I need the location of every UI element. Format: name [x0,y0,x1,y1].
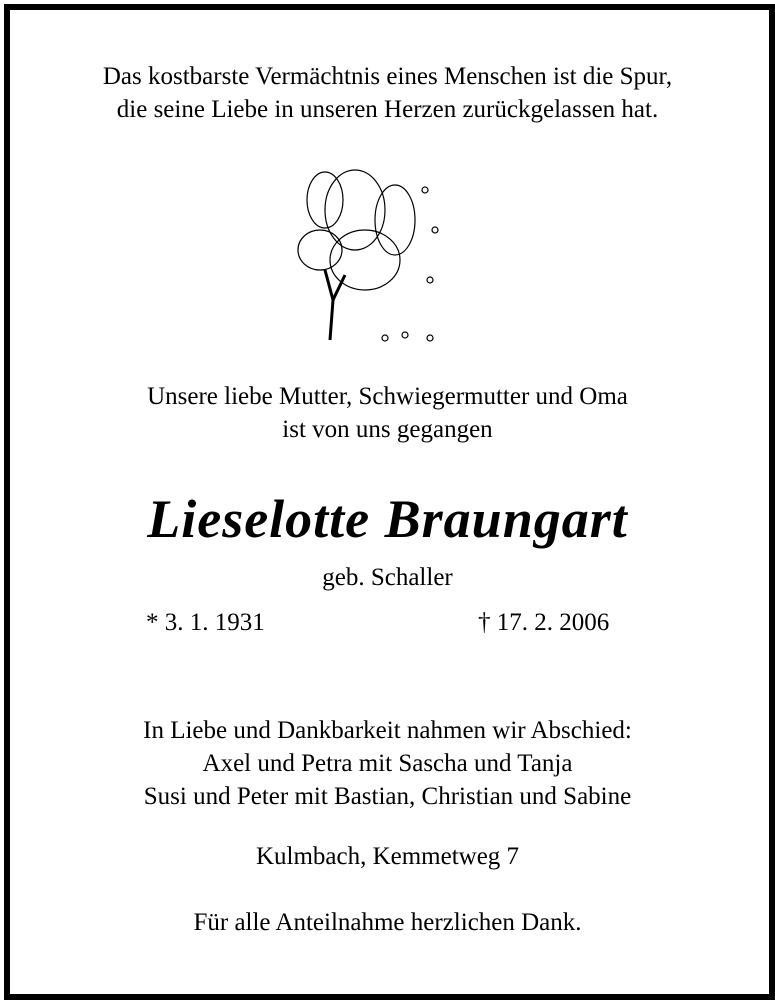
address: Kulmbach, Kemmetweg 7 [255,843,520,870]
mourners-line-1: In Liebe und Dankbarkeit nahmen wir Abschied: [143,717,632,744]
quote-line-2: die seine Liebe in unseren Herzen zurückgelassen hat. [116,96,659,123]
mourners-line-2: Axel und Petra mit Sascha und Tanja [202,750,573,777]
birth-date: * 3. 1. 1931 [146,609,265,636]
quote-line-1: Das kostbarste Vermächtnis eines Menschen ist die Spur, [102,63,673,90]
windblown-tree-illustration [285,150,455,350]
thanks: Für alle Anteilnahme herzlichen Dank. [193,909,582,936]
intro-line-1: Unsere liebe Mutter, Schwiegermutter und Oma [147,383,628,410]
mourners-line-3: Susi und Peter mit Bastian, Christian und Sabine [143,783,632,810]
deceased-name: Lieselotte Braungart [147,489,628,549]
death-date: † 17. 2. 2006 [478,609,610,636]
intro-line-2: ist von uns gegangen [282,416,493,443]
maiden-name: geb. Schaller [322,564,453,591]
